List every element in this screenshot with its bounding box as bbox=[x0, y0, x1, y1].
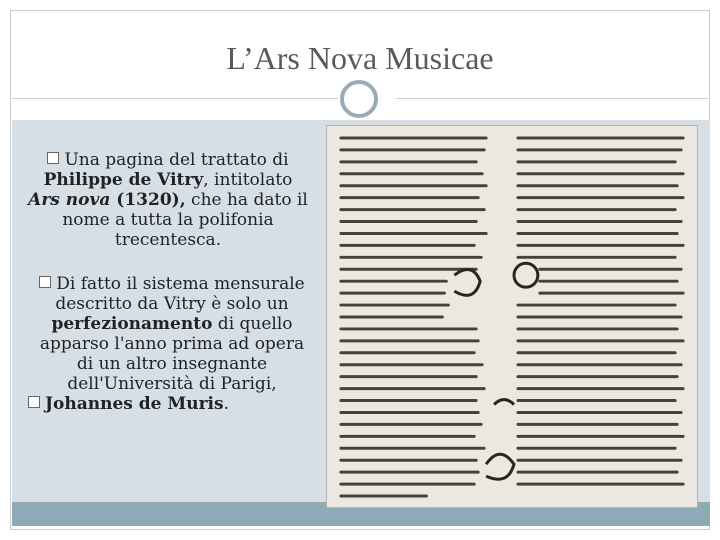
text-column bbox=[28, 150, 308, 414]
decorative-circle-icon bbox=[340, 80, 378, 118]
title-divider-right bbox=[396, 98, 708, 99]
title-divider-left bbox=[12, 98, 338, 99]
manuscript-page-image bbox=[327, 126, 697, 507]
bullet-icon bbox=[47, 152, 59, 164]
paragraph-1: Una pagina del trattato di Philippe de Vitry, intitolato Ars nova (1320), che ha dato il nome a tutta la polifonia trecentesca. bbox=[28, 150, 308, 250]
paragraph-3: Johannes de Muris. bbox=[28, 394, 308, 414]
paragraph-2: Di fatto il sistema mensurale descritto da Vitry è solo un perfezionamento di quello apparso l'anno prima ad opera di un altro insegnante dell'Università di Parigi, bbox=[39, 274, 305, 394]
slide-title: L’Ars Nova Musicae bbox=[226, 40, 494, 76]
manuscript-image bbox=[326, 125, 698, 508]
bullet-icon bbox=[39, 276, 51, 288]
bullet-icon bbox=[28, 396, 40, 408]
